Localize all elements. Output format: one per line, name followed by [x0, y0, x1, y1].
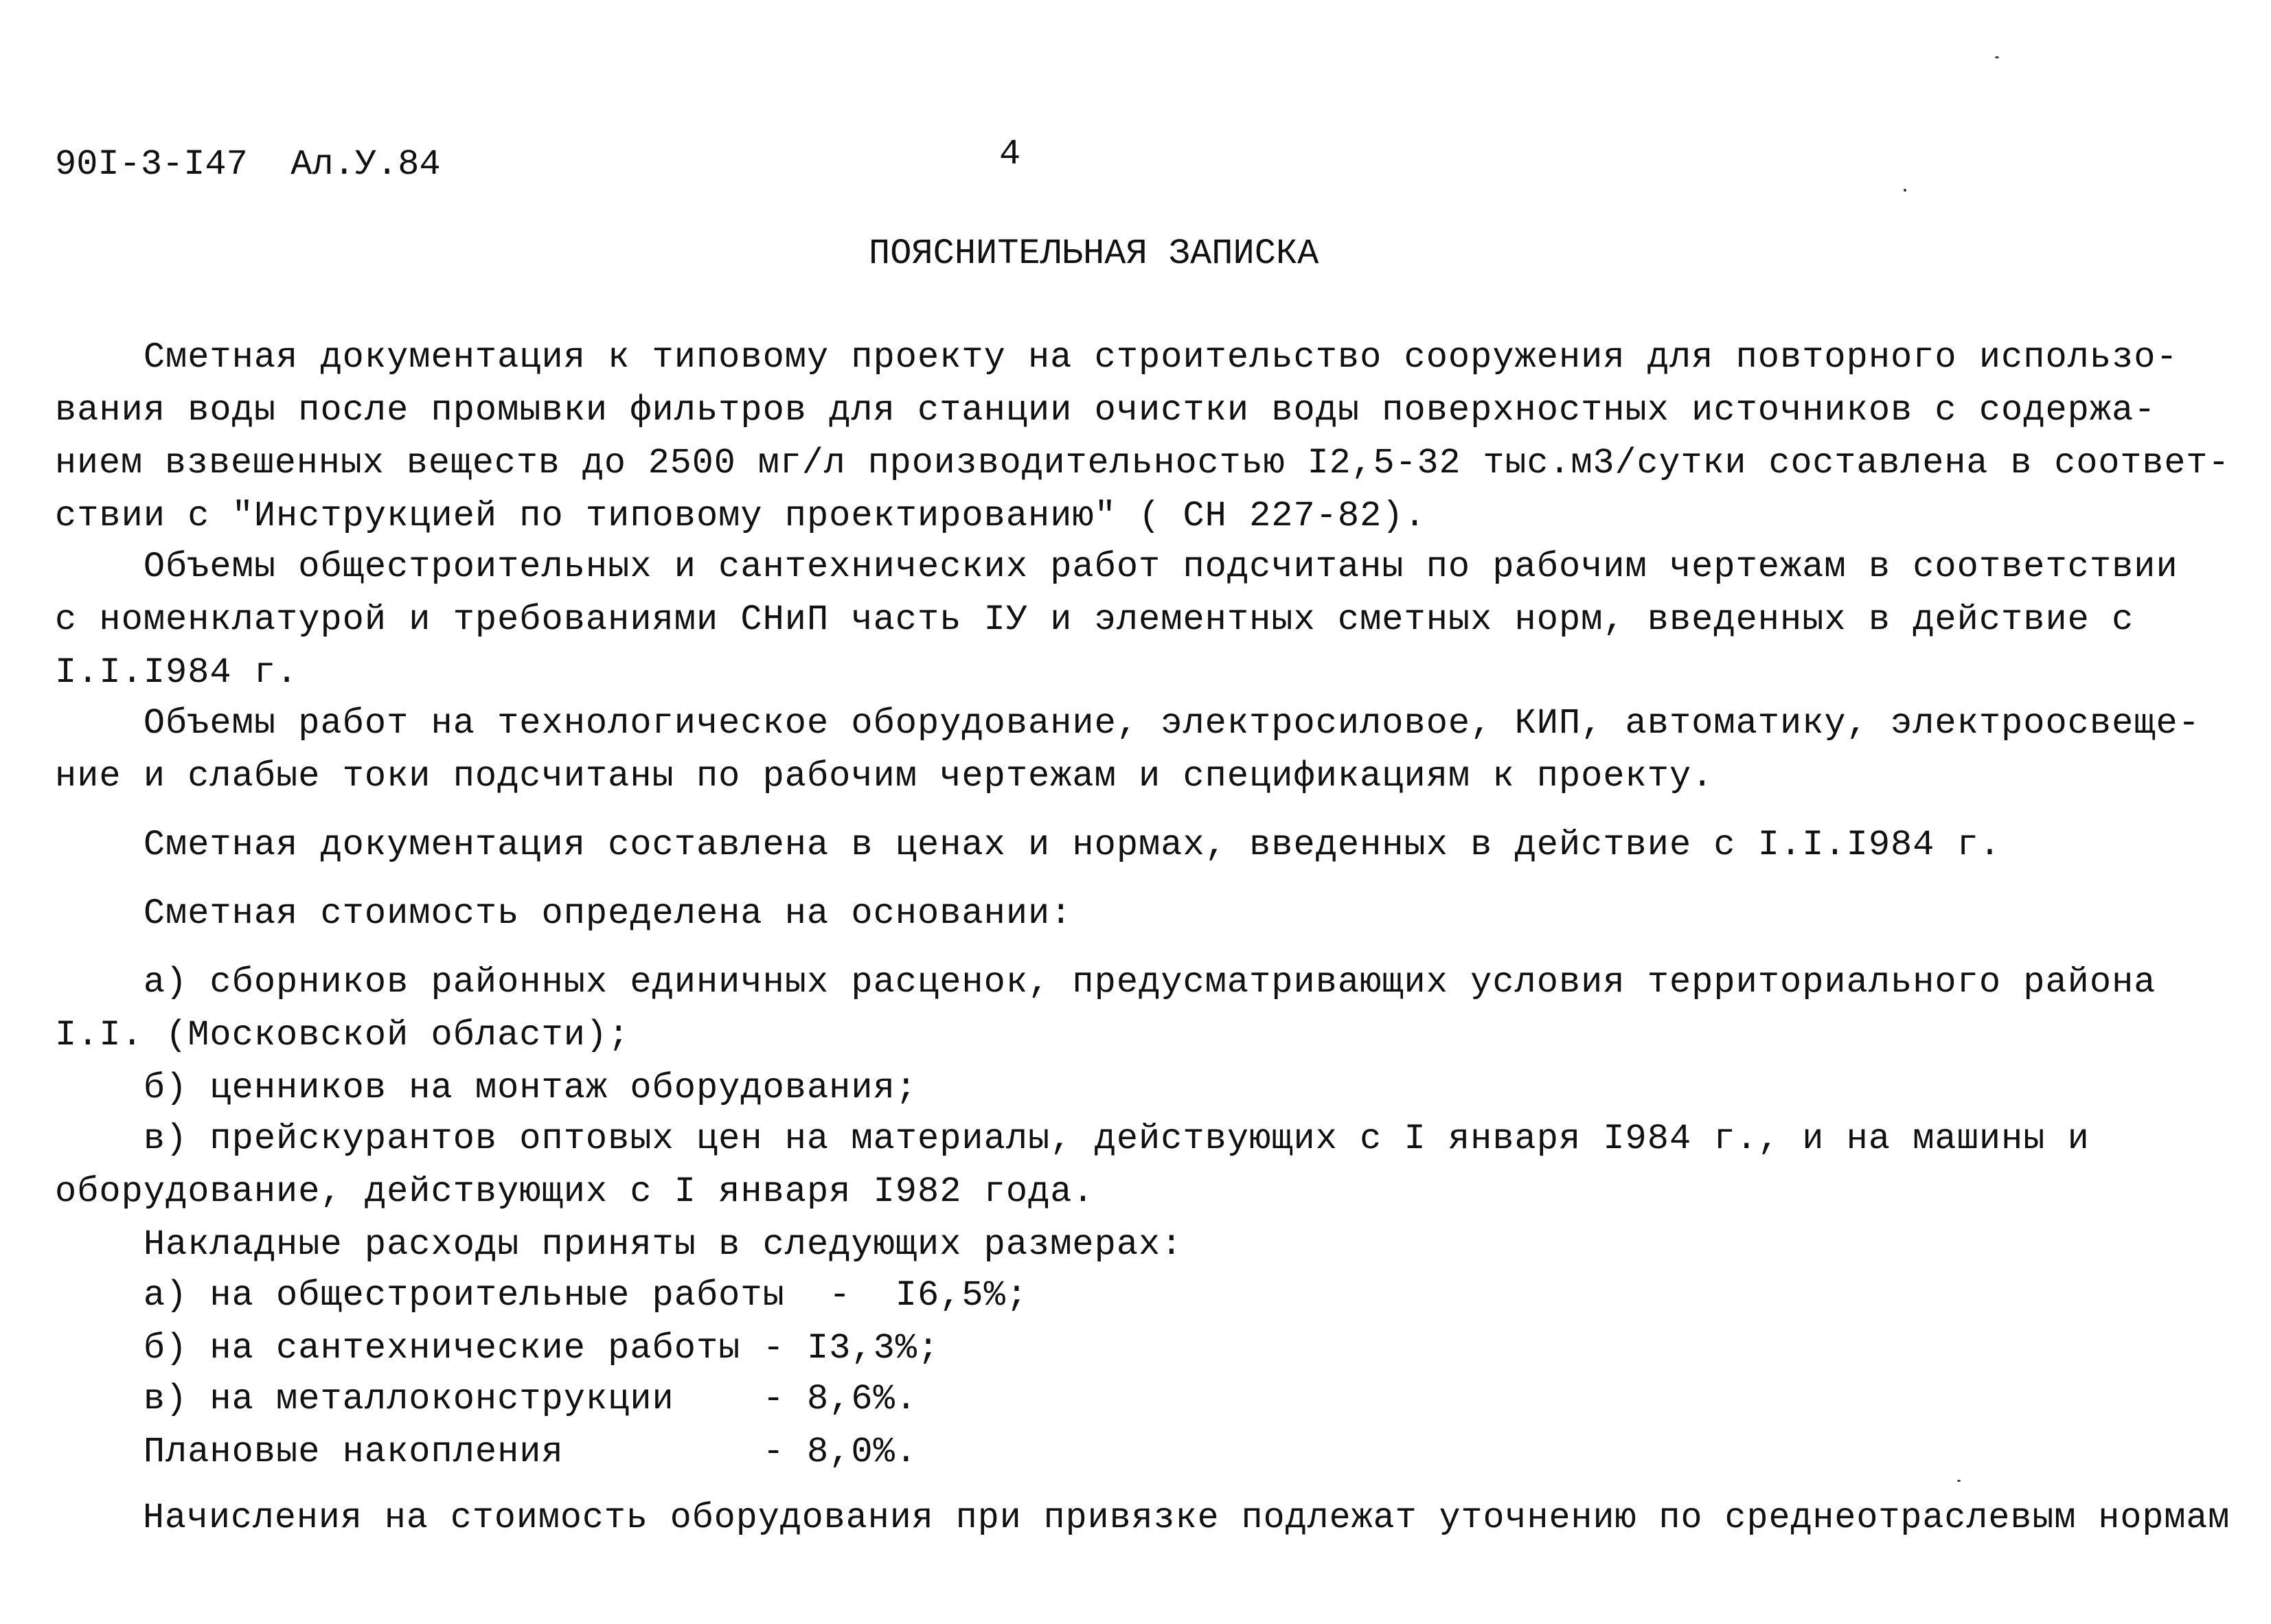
document-code: 90I-3-I47 Ал.У.84: [55, 144, 441, 185]
text-line: Начисления на стоимость оборудования при привязке подлежат уточнению по среднеотраслевым нормам: [55, 1498, 2230, 1538]
text-line: I.I.I984 г.: [55, 652, 299, 693]
text-line: а) сборников районных единичных расценок, предусматривающих условия территориального района: [55, 962, 2156, 1003]
text-line: с номенклатурой и требованиями СНиП часть IУ и элементных сметных норм, введенных в действие с: [55, 599, 2134, 640]
text-line: Сметная документация составлена в ценах и нормах, введенных в действие с I.I.I984 г.: [55, 825, 2002, 865]
text-line: в) на металлоконструкции - 8,6%.: [55, 1379, 917, 1419]
text-line: а) на общестроительные работы - I6,5%;: [55, 1275, 1029, 1316]
text-line: Накладные расходы приняты в следующих размерах:: [55, 1224, 1183, 1265]
text-line: б) на сантехнические работы - I3,3%;: [55, 1328, 940, 1369]
text-line: Объемы общестроительных и сантехнических работ подсчитаны по рабочим чертежам в соответствии: [55, 547, 2178, 587]
scan-speck: [1995, 56, 1999, 58]
text-line: вания воды после промывки фильтров для станции очистки воды поверхностных источников с содержа-: [55, 390, 2156, 431]
text-line: I.I. (Московской области);: [55, 1015, 630, 1055]
text-line: Плановые накопления - 8,0%.: [55, 1432, 917, 1472]
text-line: оборудование, действующих с I января I982 года.: [55, 1171, 1095, 1212]
text-line: нием взвешенных веществ до 2500 мг/л производительностью I2,5-32 тыс.м3/сутки составлена в соответ-: [55, 443, 2230, 483]
text-line: Сметная стоимость определена на основании:: [55, 893, 1073, 934]
text-line: в) прейскурантов оптовых цен на материалы, действующих с I января I984 г., и на машины и: [55, 1119, 2090, 1159]
scan-speck: [1957, 1480, 1961, 1482]
text-line: ние и слабые токи подсчитаны по рабочим чертежам и спецификациям к проекту.: [55, 756, 1714, 797]
document-title: ПОЯСНИТЕЛЬНАЯ ЗАПИСКА: [869, 233, 1319, 274]
text-line: Сметная документация к типовому проекту на строительство сооружения для повторного использо-: [55, 337, 2178, 378]
scan-speck: [1904, 189, 1906, 192]
text-line: ствии с "Инструкцией по типовому проектированию" ( СН 227-82).: [55, 496, 1426, 536]
text-line: Объемы работ на технологическое оборудование, электросиловое, КИП, автоматику, электроосвеще-: [55, 703, 2200, 744]
page-number: 4: [999, 134, 1021, 174]
text-line: б) ценников на монтаж оборудования;: [55, 1068, 917, 1108]
